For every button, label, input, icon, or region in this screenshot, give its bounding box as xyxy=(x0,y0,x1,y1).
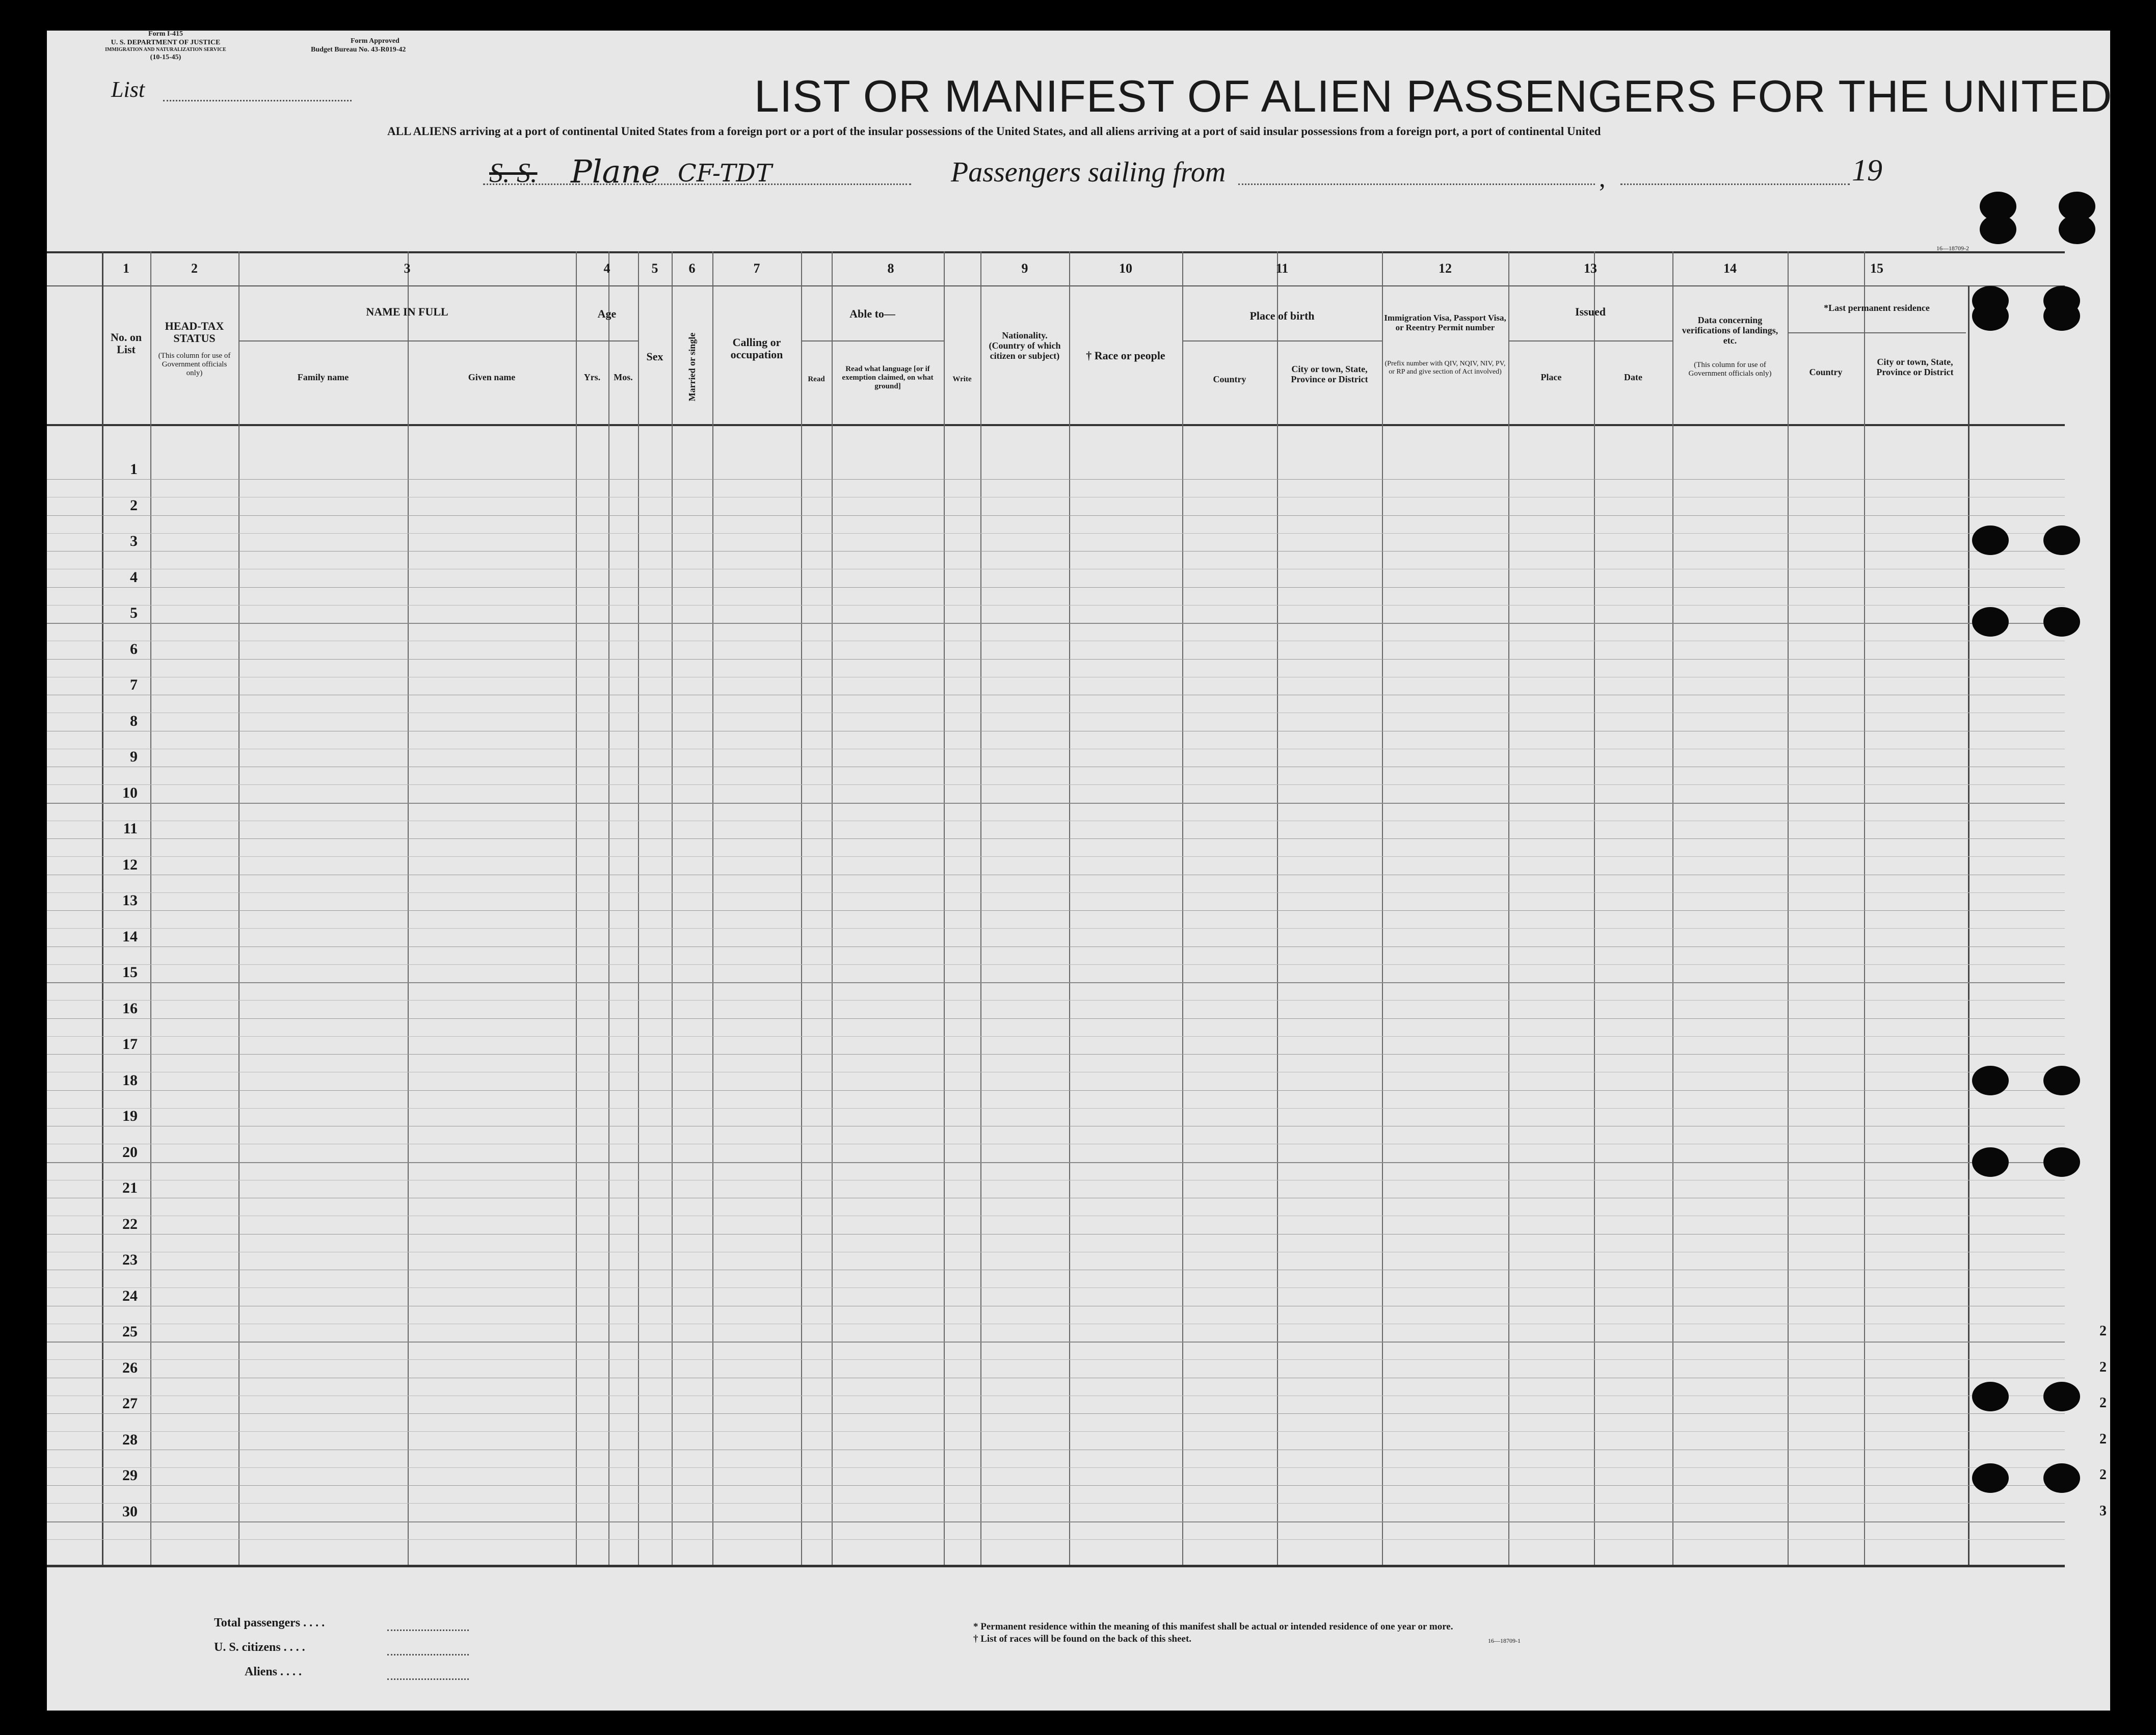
row-rule xyxy=(47,982,2065,983)
column-divider xyxy=(1672,251,1673,1565)
row-subrule xyxy=(47,1359,2065,1360)
col-verification: Data concerning verifications of landings, etc. xyxy=(1682,315,1778,346)
row-number: 25 xyxy=(122,1323,138,1340)
col-calling: Calling or occupation xyxy=(730,336,783,361)
row-number: 13 xyxy=(122,892,138,909)
row-number: 18 xyxy=(122,1071,138,1089)
punch-hole xyxy=(2043,525,2080,555)
list-field-line xyxy=(163,100,352,101)
row-number: 22 xyxy=(122,1215,138,1232)
name-subheader-rule xyxy=(238,340,576,341)
row-subrule xyxy=(47,892,2065,893)
row-rule xyxy=(47,1018,2065,1019)
row-number: 24 xyxy=(122,1287,138,1304)
punch-hole xyxy=(1972,607,2009,637)
column-number: 5 xyxy=(651,261,658,276)
col-residence-country: Country xyxy=(1809,367,1843,377)
row-rule xyxy=(47,479,2065,480)
punch-hole xyxy=(1972,301,2009,331)
punch-hole xyxy=(1972,1382,2009,1411)
row-number: 11 xyxy=(123,820,138,837)
col-race: † Race or people xyxy=(1086,349,1165,362)
ship-handwritten-code: CF-TDT xyxy=(678,159,772,188)
col-birth-country: Country xyxy=(1213,374,1246,384)
row-number: 16 xyxy=(122,1000,138,1017)
form-service: IMMIGRATION AND NATURALIZATION SERVICE xyxy=(105,47,226,52)
column-divider xyxy=(1594,251,1595,1565)
col-residence-city: City or town, State, Province or District xyxy=(1876,357,1954,377)
margin-row-number: 2 xyxy=(2099,1431,2107,1447)
column-divider xyxy=(712,251,713,1565)
row-number: 20 xyxy=(122,1143,138,1161)
row-rule xyxy=(47,1342,2065,1343)
row-number: 12 xyxy=(122,856,138,873)
col-family-name: Family name xyxy=(297,372,349,382)
punch-hole xyxy=(2043,301,2080,331)
serial-bottom: 16—18709-1 xyxy=(1488,1637,1521,1644)
column-number: 6 xyxy=(688,261,696,276)
row-rule xyxy=(47,515,2065,516)
column-number: 10 xyxy=(1119,261,1132,276)
row-subrule xyxy=(47,1036,2065,1037)
col-name-in-full: NAME IN FULL xyxy=(366,305,448,318)
column-divider xyxy=(1382,251,1383,1565)
row-rule xyxy=(47,1521,2065,1522)
col-write: Write xyxy=(952,375,972,383)
column-divider xyxy=(608,251,609,1565)
row-subrule xyxy=(47,856,2065,857)
col-head-tax-note: (This column for use of Government officials only) xyxy=(158,352,231,377)
row-subrule xyxy=(47,1431,2065,1432)
row-rule xyxy=(47,838,2065,839)
punch-hole xyxy=(2043,1382,2080,1411)
margin-row-number: 3 xyxy=(2099,1503,2107,1519)
col-nationality: Nationality. (Country of which citizen or subject) xyxy=(989,330,1061,361)
row-number: 26 xyxy=(122,1359,138,1376)
row-subrule xyxy=(47,605,2065,606)
row-number: 14 xyxy=(122,928,138,945)
column-divider xyxy=(638,251,639,1565)
able-subheader-rule xyxy=(801,340,944,341)
col-married: Married or single xyxy=(687,332,697,402)
row-rule xyxy=(47,623,2065,624)
margin-row-number: 2 xyxy=(2099,1359,2107,1375)
form-info xyxy=(99,30,232,62)
aliens-label: Aliens xyxy=(245,1665,278,1678)
row-rule xyxy=(47,1054,2065,1055)
row-rule xyxy=(47,1485,2065,1486)
margin-row-number: 2 xyxy=(2099,1467,2107,1483)
us-citizens-field[interactable] xyxy=(387,1654,469,1655)
punch-hole xyxy=(2043,1066,2080,1095)
footnote-residence: * Permanent residence within the meaning of this manifest shall be actual or intended residence of one year or more. xyxy=(973,1621,1453,1632)
column-number: 1 xyxy=(123,261,129,276)
punch-hole xyxy=(1972,525,2009,555)
row-subrule xyxy=(47,1287,2065,1288)
row-number: 19 xyxy=(122,1108,138,1124)
footnote-races: † List of races will be found on the back of this sheet. xyxy=(973,1634,1192,1644)
footnotes xyxy=(973,1621,1453,1645)
manifest-sheet xyxy=(47,31,2113,1711)
row-number: 7 xyxy=(130,676,138,693)
column-divider xyxy=(1508,251,1509,1565)
form-date: (10-15-45) xyxy=(150,54,181,61)
form-dept: U. S. DEPARTMENT OF JUSTICE xyxy=(111,39,221,46)
col-read-language: Read what language [or if exemption claimed, on what ground] xyxy=(842,365,934,390)
page-subtitle: ALL ALIENS arriving at a port of continental United States from a foreign port or a port of the insular possessions of the United States, and all aliens arriving at a port of said insular possessions from a foreign port, a port of continental United xyxy=(387,125,1601,138)
column-number: 7 xyxy=(753,261,760,276)
col-verification-note: (This column for use of Government officials only) xyxy=(1688,361,1772,378)
row-number: 10 xyxy=(122,784,138,801)
row-number: 6 xyxy=(130,640,138,658)
total-passengers-label: Total passengers xyxy=(214,1616,301,1629)
column-divider xyxy=(1277,251,1278,1565)
column-number: 12 xyxy=(1439,261,1452,276)
row-number: 1 xyxy=(130,461,138,478)
row-subrule xyxy=(47,784,2065,785)
col-head-tax: HEAD-TAX STATUS xyxy=(165,320,224,345)
column-number: 4 xyxy=(603,261,610,276)
col-visa-note: (Prefix number with QIV, NQIV, NIV, PV, or RP and give section of Act involved) xyxy=(1385,360,1506,376)
col-age-yrs: Yrs. xyxy=(583,372,601,382)
col-issued-date: Date xyxy=(1624,372,1642,382)
col-place-of-birth: Place of birth xyxy=(1249,309,1315,322)
row-number: 23 xyxy=(122,1251,138,1268)
punch-hole xyxy=(1972,1066,2009,1095)
page-title: LIST OR MANIFEST OF ALIEN PASSENGERS FOR THE UNITED xyxy=(754,71,2113,121)
column-number: 9 xyxy=(1021,261,1028,276)
punch-hole xyxy=(2043,607,2080,637)
sailing-comma: , xyxy=(1599,164,1606,192)
serial-top: 16—18709-2 xyxy=(1936,245,1969,252)
column-number: 8 xyxy=(887,261,894,276)
scan-edge xyxy=(2110,31,2156,1711)
budget-bureau: Budget Bureau No. 43-R019-42 xyxy=(311,46,406,54)
row-number: 28 xyxy=(122,1431,138,1448)
row-rule xyxy=(47,1090,2065,1091)
row-number: 4 xyxy=(130,568,138,586)
row-number: 27 xyxy=(122,1395,138,1412)
residence-subheader-rule xyxy=(1788,332,1966,333)
column-number: 14 xyxy=(1723,261,1737,276)
issued-subheader-rule xyxy=(1508,340,1672,341)
row-number: 2 xyxy=(130,496,138,514)
column-divider xyxy=(980,251,981,1565)
row-subrule xyxy=(47,1467,2065,1468)
row-number: 15 xyxy=(122,964,138,981)
birth-subheader-rule xyxy=(1182,340,1382,341)
row-rule xyxy=(47,1413,2065,1414)
margin-row-number: 2 xyxy=(2099,1395,2107,1411)
ship-prefix: S. S. xyxy=(489,157,538,188)
col-age-mos: Mos. xyxy=(614,372,633,382)
punch-hole xyxy=(2059,215,2095,244)
col-read: Read xyxy=(808,375,825,383)
column-number-rule xyxy=(47,285,2065,286)
row-rule xyxy=(47,587,2065,588)
column-divider xyxy=(832,251,833,1565)
punch-hole xyxy=(1972,1147,2009,1177)
row-number: 3 xyxy=(130,533,138,549)
column-divider xyxy=(672,251,673,1565)
row-subrule xyxy=(47,533,2065,534)
col-age: Age xyxy=(597,307,617,320)
year-prefix: 19 xyxy=(1852,153,1882,187)
column-divider xyxy=(1864,251,1865,1565)
list-label: List xyxy=(111,77,145,102)
column-divider xyxy=(150,251,151,1565)
approval-info xyxy=(311,37,464,54)
column-number: 13 xyxy=(1584,261,1597,276)
row-rule xyxy=(47,1162,2065,1163)
col-last-residence: *Last permanent residence xyxy=(1824,303,1930,313)
form-number: Form I-415 xyxy=(148,30,183,38)
row-subrule xyxy=(47,1539,2065,1540)
col-visa: Immigration Visa, Passport Visa, or Reentry Permit number xyxy=(1384,313,1506,332)
aliens-row xyxy=(214,1660,469,1684)
us-citizens-label: U. S. citizens xyxy=(214,1641,281,1654)
row-subrule xyxy=(47,1503,2065,1504)
sailing-from-line xyxy=(1238,183,1595,185)
punch-hole xyxy=(2043,1147,2080,1177)
total-passengers-row xyxy=(214,1611,469,1635)
row-rule xyxy=(47,659,2065,660)
column-divider xyxy=(1788,251,1789,1565)
right-margin xyxy=(1968,285,2112,1565)
dots: . . . . xyxy=(280,1665,302,1678)
row-number: 29 xyxy=(122,1467,138,1484)
row-subrule xyxy=(47,928,2065,929)
column-divider xyxy=(238,251,239,1565)
column-divider xyxy=(1182,251,1183,1565)
col-issued: Issued xyxy=(1575,305,1606,318)
column-number: 3 xyxy=(404,261,411,276)
col-birth-city: City or town, State, Province or District xyxy=(1291,364,1368,384)
margin-row-number: 2 xyxy=(2099,1323,2107,1339)
column-number: 11 xyxy=(1275,261,1289,276)
row-number: 21 xyxy=(122,1179,138,1196)
dots: . . . . xyxy=(303,1616,325,1629)
header-bottom-rule xyxy=(47,424,2065,426)
column-divider xyxy=(1069,251,1070,1565)
sailing-from-label: Passengers sailing from xyxy=(951,156,1226,188)
row-number: 5 xyxy=(130,604,138,621)
form-approved: Form Approved xyxy=(351,37,400,45)
aliens-field[interactable] xyxy=(387,1678,469,1680)
table-top-rule xyxy=(47,251,2065,253)
column-number: 2 xyxy=(191,261,198,276)
total-passengers-field[interactable] xyxy=(387,1629,469,1631)
col-sex: Sex xyxy=(646,350,663,363)
punch-hole xyxy=(1980,215,2016,244)
row-rule xyxy=(47,803,2065,804)
row-number: 9 xyxy=(130,748,138,765)
row-rule xyxy=(47,910,2065,911)
column-divider xyxy=(801,251,802,1565)
dots: . . . . xyxy=(283,1641,305,1654)
row-number: 30 xyxy=(122,1503,138,1520)
column-divider xyxy=(944,251,945,1565)
row-subrule xyxy=(47,1108,2065,1109)
row-number: 8 xyxy=(130,712,138,729)
sailing-date-line xyxy=(1620,183,1850,185)
punch-hole xyxy=(1972,1463,2009,1493)
row-number: 17 xyxy=(122,1036,138,1053)
col-no-on-list: No. on List xyxy=(110,331,142,356)
ship-handwritten-name: Plane xyxy=(571,153,660,190)
us-citizens-row xyxy=(214,1635,469,1660)
column-divider xyxy=(408,251,409,1565)
col-able-to: Able to— xyxy=(849,307,895,320)
column-number: 15 xyxy=(1870,261,1883,276)
totals-block xyxy=(214,1611,469,1684)
row-subrule xyxy=(47,964,2065,965)
row-subrule xyxy=(47,1000,2065,1001)
col-given-name: Given name xyxy=(468,372,516,382)
table-bottom-rule xyxy=(47,1565,2065,1567)
column-divider xyxy=(576,251,577,1565)
age-subheader-rule xyxy=(576,340,638,341)
col-issued-place: Place xyxy=(1540,372,1562,382)
punch-hole xyxy=(2043,1463,2080,1493)
